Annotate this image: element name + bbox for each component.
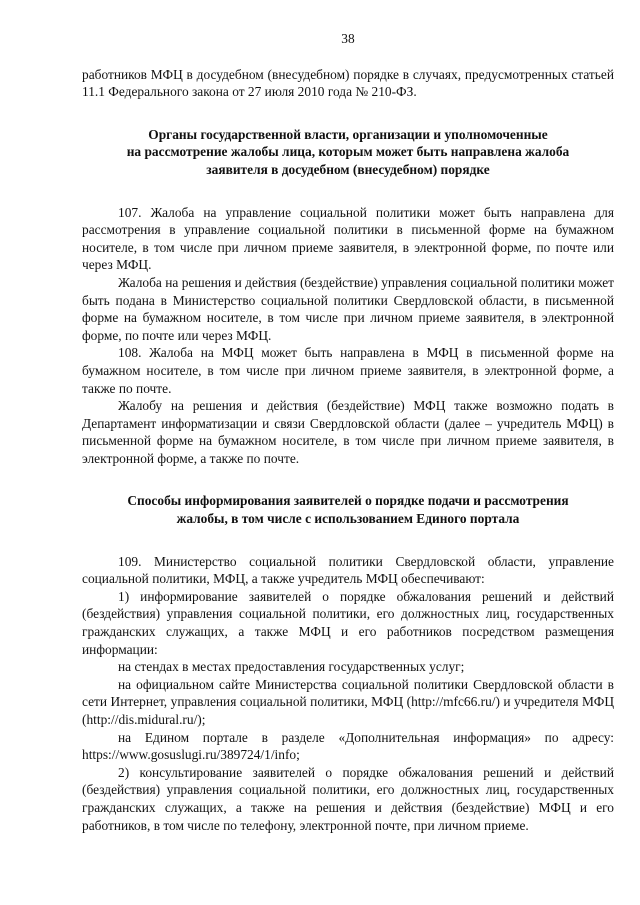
paragraph-109-stands: на стендах в местах предоставления государственных услуг; — [118, 659, 465, 675]
paragraph-109-websites: на официальном сайте Министерства социальной политики Свердловской области в сети Интернет, управления социальной политики, МФЦ (http://mfc66.ru/) и учредителя МФЦ (http://dis.midural.ru/); — [82, 676, 614, 727]
section-body-complaint-bodies — [82, 204, 614, 468]
heading-line: на рассмотрение жалобы лица, которым может быть направлена жалоба — [126, 144, 570, 160]
heading-line: заявителя в досудебном (внесудебном) порядке — [206, 161, 490, 177]
paragraph-109-item-2: 2) консультирование заявителей о порядке обжалования решений и действий (бездействия) управления социальной политики, его должностных лиц, государственных гражданских служащих, а также на решения и действия (бездействие) МФЦ и его работников, в том числе по телефону, электронной почте, при личном приеме. — [82, 764, 614, 833]
paragraph-107: 107. Жалоба на управление социальной политики может быть направлена для рассмотрения в управление социальной политики в письменной форме на бумажном носителе, в том числе при личном приеме заявителя, в электронной форме, по почте или через МФЦ. — [82, 204, 614, 273]
page-number: 38 — [341, 31, 355, 46]
paragraph-108-department: Жалобу на решения и действия (бездействие) МФЦ также возможно подать в Департамент информатизации и связи Свердловской области (далее – учредитель МФЦ) в письменной форме на бумажном носителе, в том числе при личном приеме заявителя, в электронной форме, а также по почте. — [82, 398, 614, 466]
paragraph-108: 108. Жалоба на МФЦ может быть направлена в МФЦ в письменной форме на бумажном носителе, в том числе при личном приеме заявителя, в электронной форме, а также по почте. — [82, 345, 614, 396]
document-page — [82, 30, 614, 834]
heading-line: жалобы, в том числе с использованием Единого портала — [176, 511, 520, 527]
paragraph-109: 109. Министерство социальной политики Свердловской области, управление социальной политики, МФЦ, а также учредитель МФЦ обеспечивают: — [82, 553, 614, 587]
section-body-informing-methods — [82, 553, 614, 835]
paragraph-109-item-1: 1) информирование заявителей о порядке обжалования решений и действий (бездействия) управления социальной политики, его должностных лиц, государственных гражданских служащих, а также МФЦ и его работников посредством размещения информации: — [82, 588, 614, 657]
paragraph-109-unified-portal: на Едином портале в разделе «Дополнительная информация» по адресу: https://www.gosuslugi.ru/389724/1/info; — [82, 729, 614, 763]
heading-line: Способы информирования заявителей о порядке подачи и рассмотрения — [127, 493, 569, 509]
section-heading-complaint-bodies — [82, 126, 614, 179]
heading-line: Органы государственной власти, организации и уполномоченные — [148, 126, 548, 142]
intro-paragraph: работников МФЦ в досудебном (внесудебном) порядке в случаях, предусмотренных статьей 11.1 Федерального закона от 27 июля 2010 года № 210-ФЗ. — [82, 66, 614, 100]
paragraph-107-ministry: Жалоба на решения и действия (бездействие) управления социальной политики может быть подана в Министерство социальной политики Свердловской области, в письменной форме на бумажном носителе, в том числе при личном приеме заявителя, в электронной форме, по почте или через МФЦ. — [82, 274, 614, 343]
section-heading-informing-methods — [82, 492, 614, 527]
